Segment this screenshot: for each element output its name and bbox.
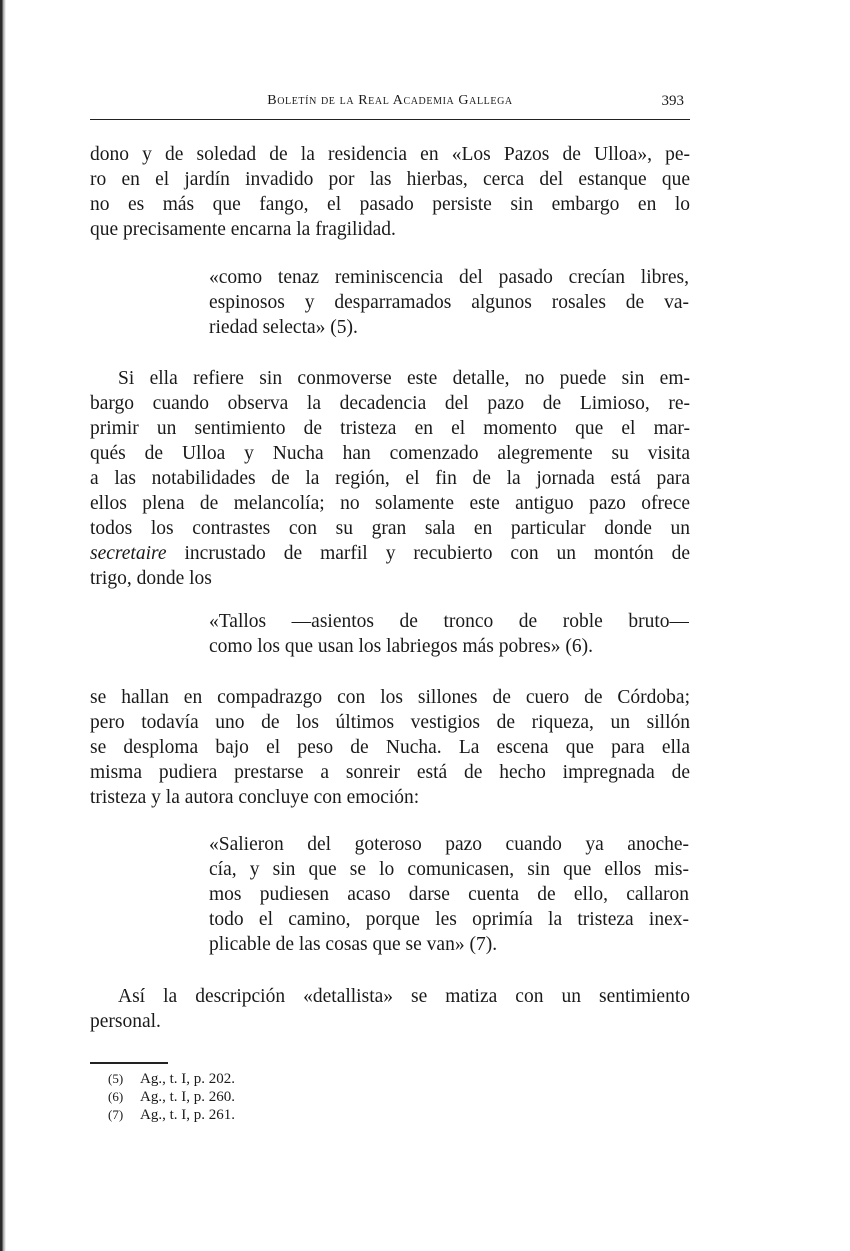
paragraph-2 — [90, 366, 690, 591]
footnote-number: (6) — [108, 1089, 124, 1104]
quote-line: todo el camino, porque les oprimía la tristeza inex- — [209, 909, 689, 930]
quote-line: plicable de las cosas que se van» (7). — [209, 934, 498, 955]
footnote — [108, 1106, 408, 1124]
text-line: a las notabilidades de la región, el fin de la jornada está para — [90, 468, 690, 489]
paragraph-4 — [90, 984, 690, 1034]
quote-line: mos pudiesen acaso darse cuenta de ello, callaron — [209, 884, 689, 905]
text-line: Así la descripción «detallista» se matiza con un sentimiento — [118, 986, 690, 1007]
text-line: tristeza y la autora concluye con emoción: — [90, 787, 420, 808]
quote-line: cía, y sin que se lo comunicasen, sin que ellos mis- — [209, 859, 689, 880]
block-quote-2 — [209, 609, 689, 659]
text-line: que precisamente encarna la fragilidad. — [90, 219, 396, 240]
page-number: 393 — [661, 93, 684, 109]
footnote — [108, 1070, 408, 1088]
text-line: misma pudiera prestarse a sonreir está de hecho impregnada de — [90, 762, 690, 783]
quote-line: como los que usan los labriegos más pobres» (6). — [209, 636, 593, 657]
block-quote-1 — [209, 265, 689, 340]
text-line: personal. — [90, 1011, 161, 1032]
footnote-number: (5) — [108, 1071, 124, 1086]
footnote-text: Ag., t. I, p. 202. — [140, 1071, 235, 1087]
text-line — [90, 541, 690, 566]
quote-line: «Tallos —asientos de tronco de roble bruto— — [209, 611, 689, 632]
text-line: bargo cuando observa la decadencia del pazo de Limioso, re- — [90, 393, 690, 414]
text-line: Si ella refiere sin conmoverse este detalle, no puede sin em- — [118, 368, 690, 389]
text-line: todos los contrastes con su gran sala en particular donde un — [90, 518, 690, 539]
footnote-text: Ag., t. I, p. 260. — [140, 1089, 235, 1105]
page-spine — [0, 0, 6, 1251]
text-line: pero todavía uno de los últimos vestigios de riqueza, un sillón — [90, 712, 690, 733]
footnote-text: Ag., t. I, p. 261. — [140, 1107, 235, 1123]
text-line: se hallan en compadrazgo con los sillones de cuero de Córdoba; — [90, 687, 690, 708]
block-quote-3 — [209, 832, 689, 957]
text-line: dono y de soledad de la residencia en «Los Pazos de Ulloa», pe- — [90, 144, 690, 165]
text-line: no es más que fango, el pasado persiste sin embargo en lo — [90, 194, 690, 215]
quote-line: «Salieron del goteroso pazo cuando ya anoche- — [209, 834, 689, 855]
running-header — [90, 93, 690, 120]
footnote — [108, 1088, 408, 1106]
quote-line: espinosos y desparramados algunos rosales de va- — [209, 292, 689, 313]
text-line: primir un sentimiento de tristeza en el momento que el mar- — [90, 418, 690, 439]
text-line: ro en el jardín invadido por las hierbas, cerca del estanque que — [90, 169, 690, 190]
text-line: ellos plena de melancolía; no solamente este antiguo pazo ofrece — [90, 493, 690, 514]
paragraph-1 — [90, 142, 690, 242]
quote-line: riedad selecta» (5). — [209, 317, 358, 338]
paragraph-3 — [90, 685, 690, 810]
running-title: Boletín de la Real Academia Gallega — [267, 93, 513, 108]
text-fragment: incrustado de marfil y recubierto con un montón de — [166, 543, 690, 564]
text-line: trigo, donde los — [90, 568, 212, 589]
text-line: qués de Ulloa y Nucha han comenzado alegremente su visita — [90, 443, 690, 464]
footnote-divider — [90, 1062, 168, 1064]
quote-line: «como tenaz reminiscencia del pasado crecían libres, — [209, 267, 689, 288]
text-line: se desploma bajo el peso de Nucha. La escena que para ella — [90, 737, 690, 758]
footnotes — [108, 1070, 408, 1124]
italic-term: secretaire — [90, 543, 167, 564]
footnote-number: (7) — [108, 1107, 124, 1122]
